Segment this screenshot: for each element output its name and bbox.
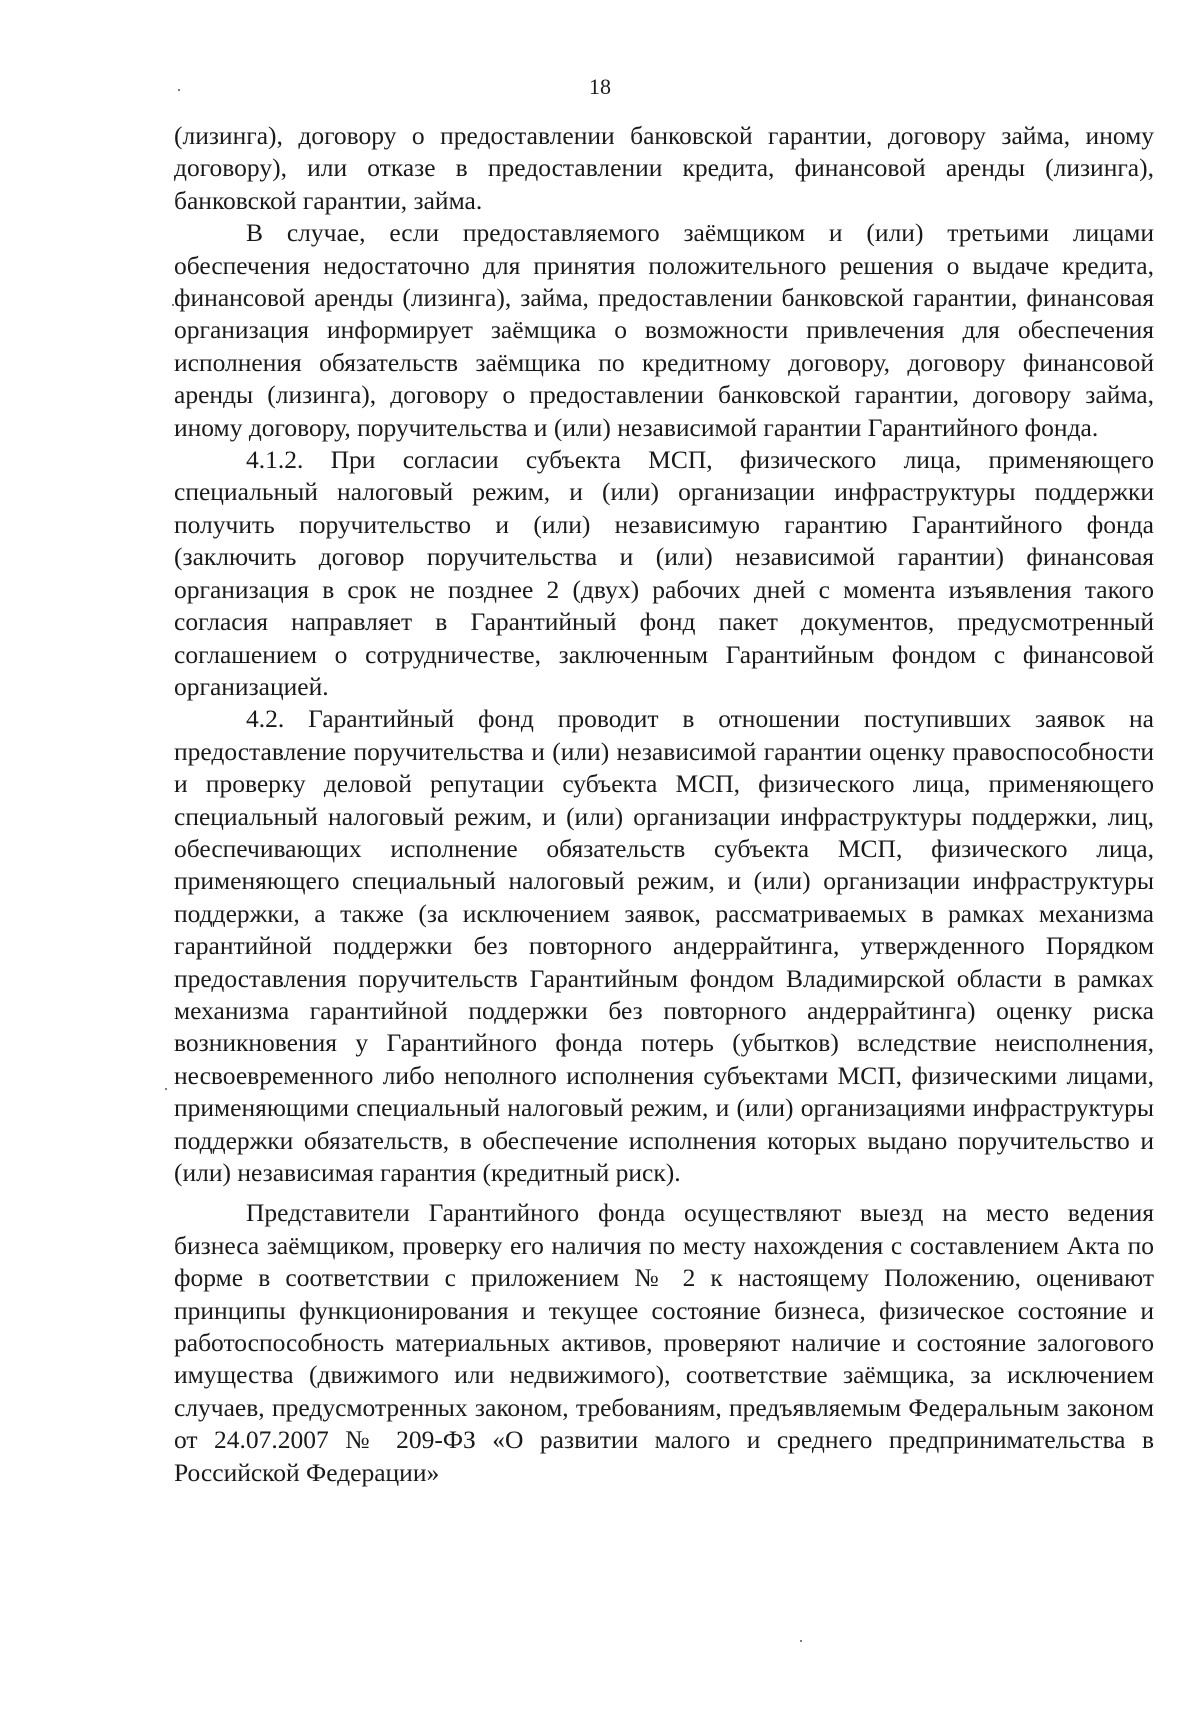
scan-speck [165,1088,167,1090]
scan-speck [178,89,180,91]
scan-speck [800,1640,802,1642]
paragraph-4-2: 4.2. Гарантийный фонд проводит в отношении поступивших заявок на предоставление поручительства и (или) независимой гарантии оценку правоспособности и проверку деловой репутации субъекта МСП, физического лица, применяющего специальный налоговый режим, и (или) организации инфраструктуры поддержки, лиц, обеспечивающих исполнение обязательств субъекта МСП, физического лица, применяющего специальный налоговый режим, и (или) организации инфраструктуры поддержки, а также (за исключением заявок, рассматриваемых в рамках механизма гарантийной поддержки без повторного андеррайтинга, утвержденного Порядком предоставления поручительств Гарантийным фондом Владимирской области в рамках механизма гарантийной поддержки без повторного андеррайтинга) оценку риска возникновения у Гарантийного фонда потерь (убытков) вследствие неисполнения, несвоевременного либо неполного исполнения субъектами МСП, физическими лицами, применяющими специальный налоговый режим, и (или) организациями инфраструктуры поддержки обязательств, в обеспечение исполнения которых выдано поручительство и (или) независимая гарантия (кредитный риск). [174,704,1154,1187]
paragraph-insufficient-security: В случае, если предоставляемого заёмщиком и (или) третьими лицами обеспечения недостаточно для принятия положительного решения о выдаче кредита, финансовой аренды (лизинга), займа, предоставлении банковской гарантии, финансовая организация информирует заёмщика о возможности привлечения для обеспечения исполнения обязательств заёмщика по кредитному договору, договору финансовой аренды (лизинга), договору о предоставлении банковской гарантии, договору займа, иному договору, поручительства и (или) независимой гарантии Гарантийного фонда. [174,218,1154,442]
paragraph-fund-representatives: Представители Гарантийного фонда осуществляют выезд на место ведения бизнеса заёмщиком, проверку его наличия по месту нахождения с составлением Акта по форме в соответствии с приложением № 2 к настоящему Положению, оценивают принципы функционирования и текущее состояние бизнеса, физическое состояние и работоспособность материальных активов, проверяют наличие и состояние залогового имущества (движимого или недвижимого), соответствие заёмщика, за исключением случаев, предусмотренных законом, требованиям, предъявляемым Федеральным законом от 24.07.2007 № 209-ФЗ «О развитии малого и среднего предпринимательства в Российской Федерации» [174,1198,1154,1487]
document-body [174,120,1154,1489]
scan-speck [172,304,174,306]
paragraph-continuation: (лизинга), договору о предоставлении банковской гарантии, договору займа, иному договору), или отказе в предоставлении кредита, финансовой аренды (лизинга), банковской гарантии, займа. [174,121,1154,215]
paragraph-4-1-2: 4.1.2. При согласии субъекта МСП, физического лица, применяющего специальный налоговый режим, и (или) организации инфраструктуры поддержки получить поручительство и (или) независимую гарантию Гарантийного фонда (заключить договор поручительства и (или) независимой гарантии) финансовая организация в срок не позднее 2 (двух) рабочих дней с момента изъявления такого согласия направляет в Гарантийный фонд пакет документов, предусмотренный соглашением о сотрудничестве, заключенным Гарантийным фондом с финансовой организацией. [174,445,1154,701]
page-number: 18 [589,74,611,99]
